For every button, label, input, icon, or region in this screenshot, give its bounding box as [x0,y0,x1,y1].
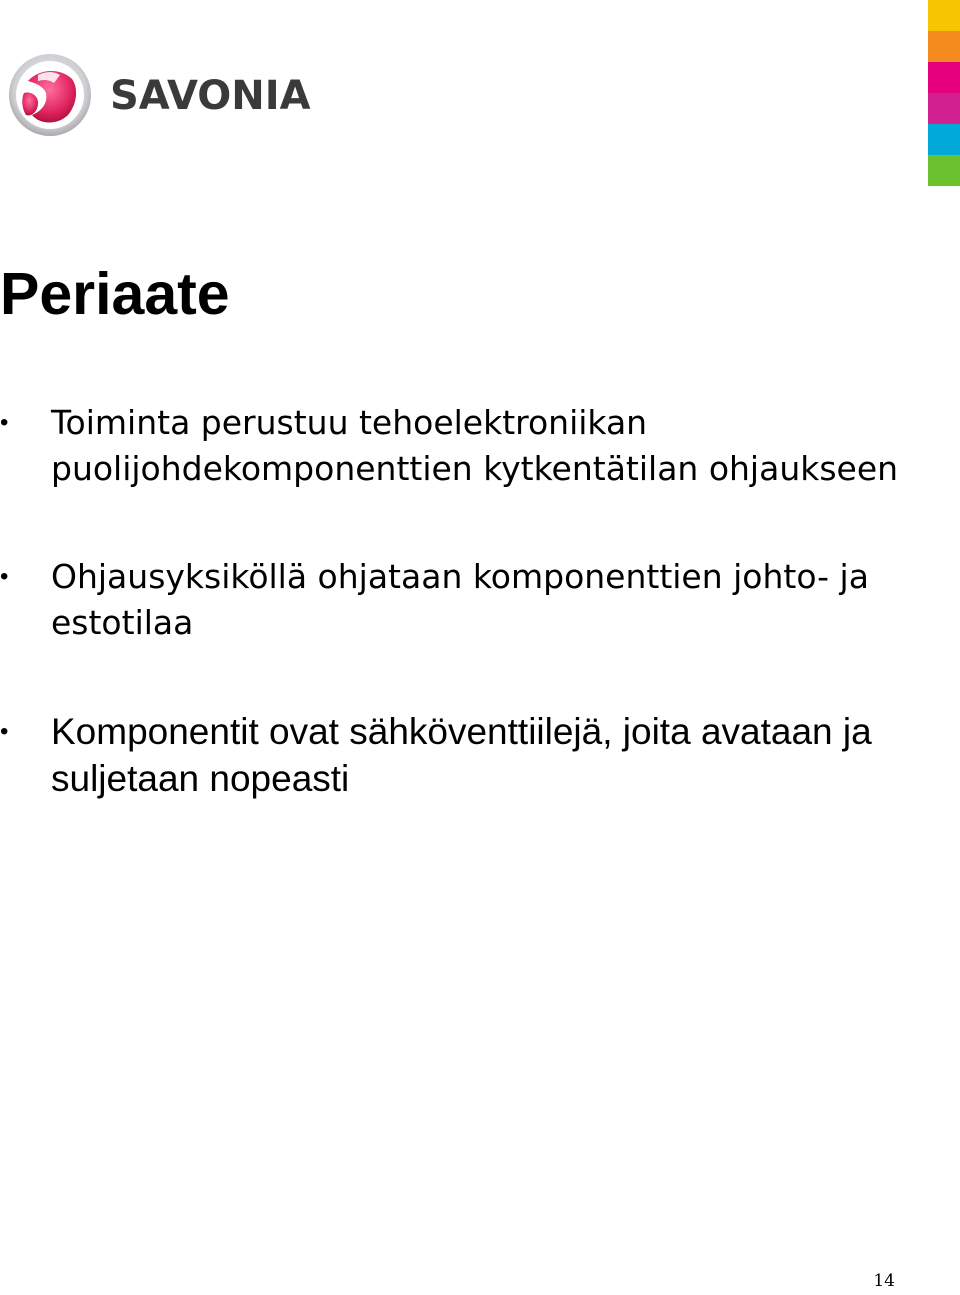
bullet-text: Ohjausyksiköllä ohjataan komponenttien johto- ja estotilaa [51,557,869,642]
bullet-list [0,400,930,803]
bullet-text: Toiminta perustuu tehoelektroniikan puolijohdekomponenttien kytkentätilan ohjaukseen [51,403,899,488]
savonia-wordmark: SAVONIA [110,73,311,119]
list-item [0,554,930,646]
page-number: 14 [873,1271,895,1291]
bullet-icon: • [0,563,9,590]
color-strip-segment [928,0,960,31]
color-strip-segment [928,155,960,186]
color-strip-segment [928,31,960,62]
list-item [0,400,930,492]
bullet-icon: • [0,718,9,745]
savonia-logo [8,52,311,138]
color-strip-segment [928,62,960,93]
bullet-text: Komponentit ovat sähköventtiilejä, joita avataan ja suljetaan nopeasti [51,711,872,799]
savonia-logo-mark-icon [8,53,92,137]
list-item [0,709,930,803]
color-strip-segment [928,93,960,124]
slide-title: Periaate [0,261,230,327]
bullet-icon: • [0,409,9,436]
color-strip-segment [928,124,960,155]
brand-color-strip [928,0,960,186]
